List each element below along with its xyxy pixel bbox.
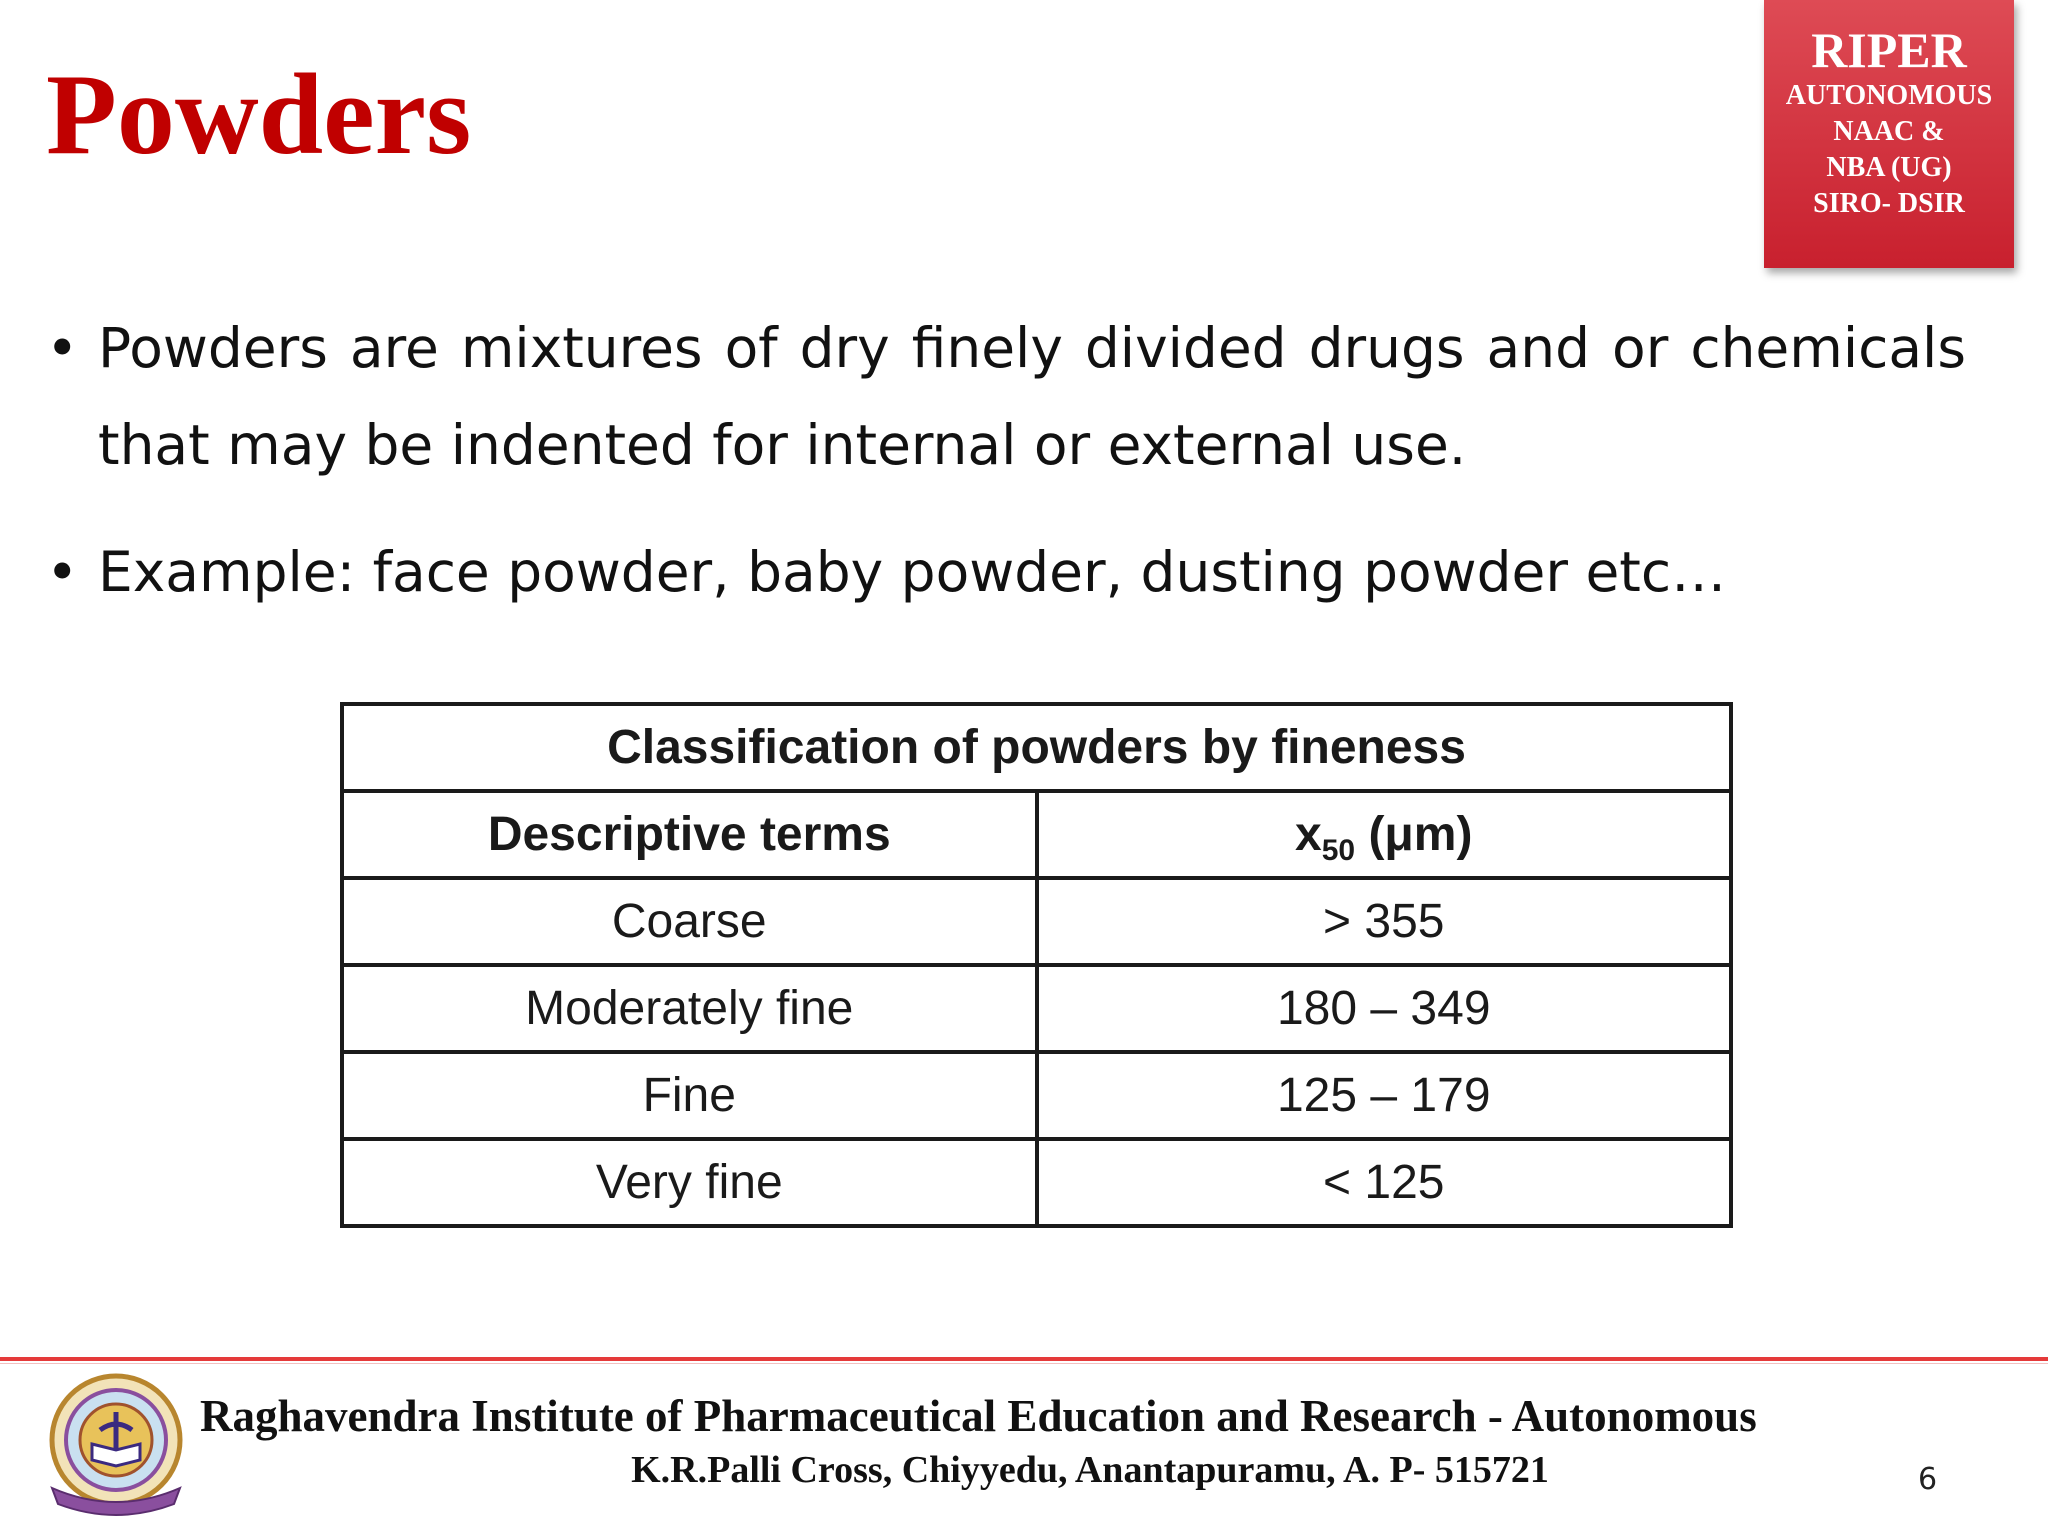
header-x50-subscript: 50 — [1321, 834, 1356, 867]
table-caption-row — [342, 704, 1731, 791]
college-seal-icon — [42, 1370, 190, 1518]
badge-siro: SIRO- DSIR — [1813, 188, 1965, 219]
table-caption: Classification of powders by fineness — [342, 704, 1731, 791]
footer-divider-shadow — [0, 1363, 2048, 1364]
bullet-dot: • — [46, 540, 79, 604]
table-row — [342, 965, 1731, 1052]
slide-title: Powders — [46, 51, 472, 179]
bullet-dot: • — [46, 316, 79, 380]
bullet-text: Powders are mixtures of dry finely divided drugs and or chemicals that may be indented for internal or external use. — [98, 316, 1966, 477]
value-cell: > 355 — [1037, 878, 1732, 965]
bullet-item — [46, 524, 1966, 621]
term-cell: Coarse — [342, 878, 1037, 965]
header-x50-main: x — [1295, 808, 1322, 861]
table-row — [342, 878, 1731, 965]
header-x50 — [1037, 791, 1732, 878]
footer-divider — [0, 1357, 2048, 1361]
term-cell: Fine — [342, 1052, 1037, 1139]
bullet-list — [46, 300, 1966, 651]
accreditation-badge — [1764, 0, 2014, 268]
value-cell: 180 – 349 — [1037, 965, 1732, 1052]
institute-name: Raghavendra Institute of Pharmaceutical Education and Research - Autonomous — [200, 1391, 1757, 1441]
value-cell: 125 – 179 — [1037, 1052, 1732, 1139]
fineness-table — [340, 702, 1733, 1228]
fineness-table-wrapper — [340, 702, 1733, 1228]
value-cell: < 125 — [1037, 1139, 1732, 1226]
bullet-text: Example: face powder, baby powder, dusting powder etc… — [98, 540, 1727, 604]
table-row — [342, 1052, 1731, 1139]
institute-address: K.R.Palli Cross, Chiyyedu, Anantapuramu, A. P- 515721 — [631, 1449, 1549, 1491]
bullet-item — [46, 300, 1966, 494]
badge-riper: RIPER — [1811, 22, 1967, 78]
badge-autonomous: AUTONOMOUS — [1785, 80, 1993, 111]
page-number: 6 — [1918, 1462, 1938, 1497]
badge-nba: NBA (UG) — [1826, 152, 1952, 183]
term-cell: Moderately fine — [342, 965, 1037, 1052]
table-row — [342, 1139, 1731, 1226]
term-cell: Very fine — [342, 1139, 1037, 1226]
header-x50-unit: (μm) — [1355, 808, 1473, 861]
header-descriptive-terms: Descriptive terms — [342, 791, 1037, 878]
badge-naac: NAAC & — [1833, 116, 1945, 147]
table-header-row — [342, 791, 1731, 878]
